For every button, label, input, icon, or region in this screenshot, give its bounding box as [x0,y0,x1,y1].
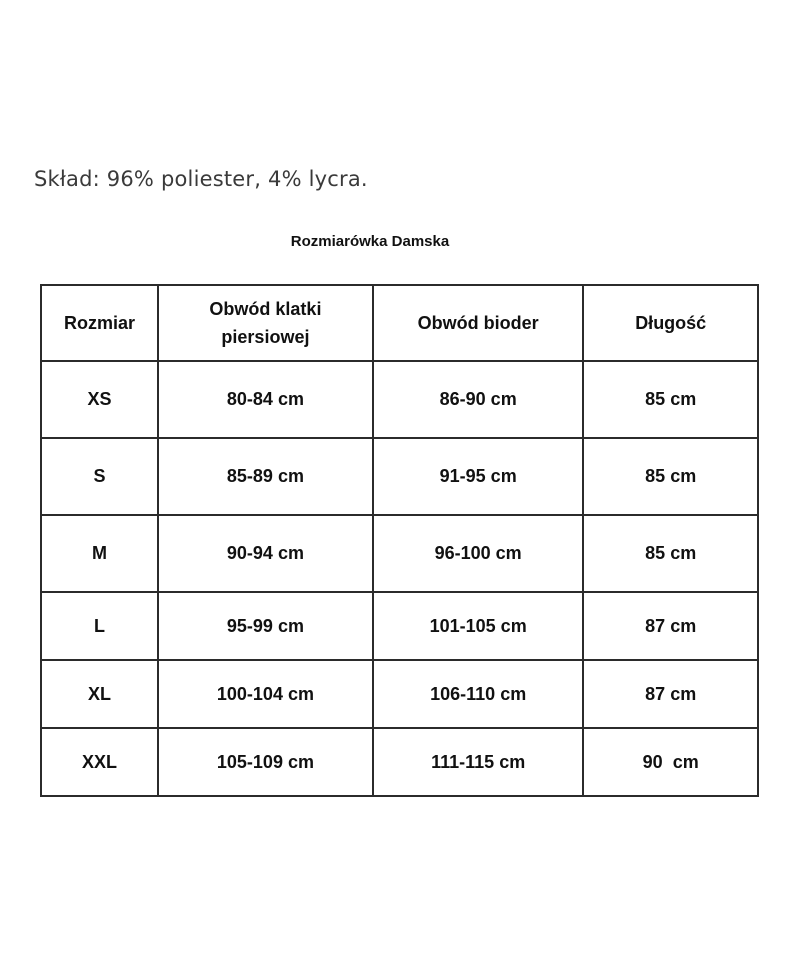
cell-hips: 91-95 cm [373,438,583,515]
cell-hips: 96-100 cm [373,515,583,592]
cell-chest: 105-109 cm [158,728,373,796]
table-row [41,728,758,796]
table-header-row [41,285,758,361]
header-length: Długość [583,285,758,361]
cell-chest: 85-89 cm [158,438,373,515]
cell-length: 90 cm [583,728,758,796]
table-row [41,438,758,515]
cell-size: M [41,515,158,592]
cell-size: XS [41,361,158,438]
cell-hips: 86-90 cm [373,361,583,438]
cell-chest: 100-104 cm [158,660,373,728]
cell-length: 85 cm [583,438,758,515]
table-row [41,515,758,592]
header-size: Rozmiar [41,285,158,361]
header-chest-line2: piersiowej [221,327,310,347]
table-row [41,660,758,728]
size-chart-title: Rozmiarówka Damska [290,233,450,250]
cell-chest: 95-99 cm [158,592,373,660]
cell-size: S [41,438,158,515]
cell-hips: 101-105 cm [373,592,583,660]
cell-size: XL [41,660,158,728]
cell-chest: 90-94 cm [158,515,373,592]
cell-length: 85 cm [583,361,758,438]
cell-length: 87 cm [583,592,758,660]
table-row [41,361,758,438]
cell-size: XXL [41,728,158,796]
cell-chest: 80-84 cm [158,361,373,438]
cell-length: 87 cm [583,660,758,728]
composition-text: Skład: 96% poliester, 4% lycra. [34,167,368,191]
header-chest-line1: Obwód klatki [209,299,322,319]
cell-size: L [41,592,158,660]
table-row [41,592,758,660]
size-chart-table [40,284,759,797]
cell-hips: 106-110 cm [373,660,583,728]
header-chest [158,285,373,361]
header-hips: Obwód bioder [373,285,583,361]
cell-length: 85 cm [583,515,758,592]
cell-hips: 111-115 cm [373,728,583,796]
